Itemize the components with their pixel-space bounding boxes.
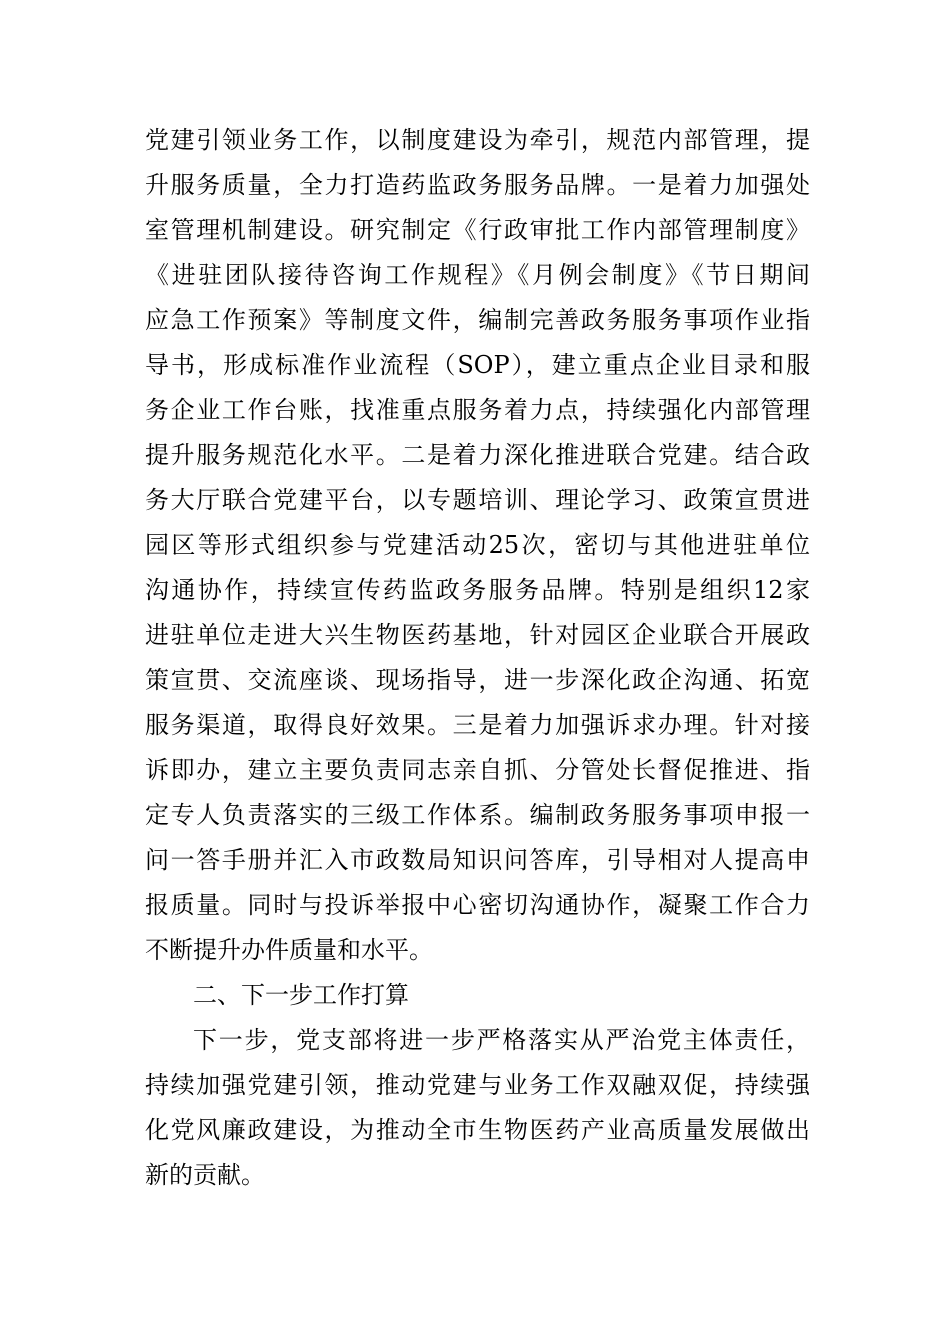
paragraph-party-building [145,118,810,973]
text-line: 务大厅联合党建平台，以专题培训、理论学习、政策宣贯进 [145,486,810,514]
text-line: 下一步，党支部将进一步严格落实从严治党主体责任， [193,1026,810,1054]
text-line: 不断提升办件质量和水平。 [145,936,433,964]
text-line: 升服务质量，全力打造药监政务服务品牌。一是着力加强处 [145,171,810,199]
text-line: 室管理机制建设。研究制定《行政审批工作内部管理制度》 [145,216,810,244]
text-line: 应急工作预案》等制度文件，编制完善政务服务事项作业指 [145,306,810,334]
text-line: 报质量。同时与投诉举报中心密切沟通协作，凝聚工作合力 [145,891,810,919]
text-line: 《进驻团队接待咨询工作规程》《月例会制度》《节日期间 [145,261,810,289]
text-line: 诉即办，建立主要负责同志亲自抓、分管处长督促推进、指 [145,756,810,784]
text-line: 问一答手册并汇入市政数局知识问答库，引导相对人提高申 [145,846,810,874]
text-line: 务企业工作台账，找准重点服务着力点，持续强化内部管理 [145,396,810,424]
section-heading: 二、下一步工作打算 [193,981,409,1009]
text-line: 沟通协作，持续宣传药监政务服务品牌。特别是组织12家 [145,576,810,604]
paragraph-next-steps [145,1018,810,1198]
text-line: 策宣贯、交流座谈、现场指导，进一步深化政企沟通、拓宽 [145,666,810,694]
text-line: 新的贡献。 [145,1161,265,1189]
text-line: 园区等形式组织参与党建活动25次，密切与其他进驻单位 [145,531,810,559]
text-line: 进驻单位走进大兴生物医药基地，针对园区企业联合开展政 [145,621,810,649]
text-line: 提升服务规范化水平。二是着力深化推进联合党建。结合政 [145,441,810,469]
text-line: 化党风廉政建设，为推动全市生物医药产业高质量发展做出 [145,1116,810,1144]
text-line: 服务渠道，取得良好效果。三是着力加强诉求办理。针对接 [145,711,810,739]
document-body [145,118,810,1198]
text-line: 导书，形成标准作业流程（SOP），建立重点企业目录和服 [145,351,810,379]
text-line: 党建引领业务工作，以制度建设为牵引，规范内部管理，提 [145,126,810,154]
text-line: 定专人负责落实的三级工作体系。编制政务服务事项申报一 [145,801,810,829]
text-line: 持续加强党建引领，推动党建与业务工作双融双促，持续强 [145,1071,810,1099]
